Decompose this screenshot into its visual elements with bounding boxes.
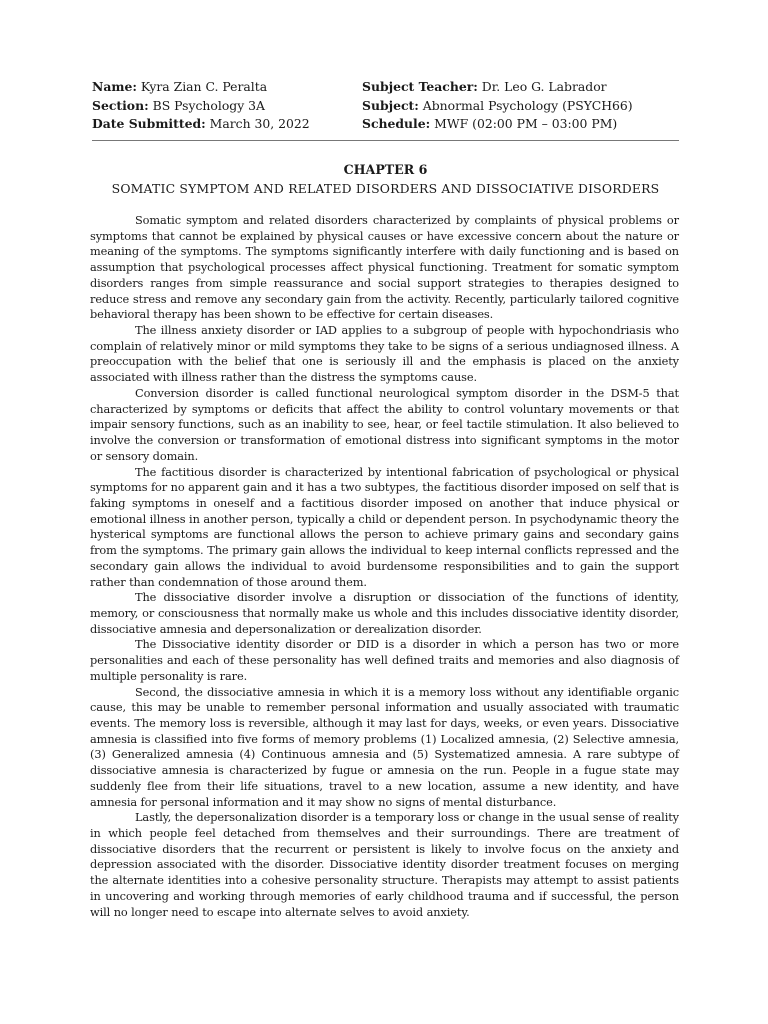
paragraph-dissociative: The dissociative disorder involve a disruption or dissociation of the functions of identity, memory, or consciousness that normally make us whole and this includes dissociative identity disorder, dissociative amnesia and depersonalization or derealization disorder. [90,590,679,636]
header-left-column [92,78,310,134]
section-row [92,97,310,116]
schedule-label: Schedule: [362,116,431,131]
subject-teacher-label: Subject Teacher: [362,79,478,94]
paragraph-illness-anxiety: The illness anxiety disorder or IAD applies to a subgroup of people with hypochondriasis who complain of relatively minor or mild symptoms they take to be signs of a serious undiagnosed illness. A preoccupation with the belief that one is seriously ill and the emphasis is placed on the anxiety associated with illness rather than the distress the symptoms cause. [90,323,679,385]
subject-row [362,97,633,116]
name-row [92,78,310,97]
subject-teacher-value: Dr. Leo G. Labrador [477,79,607,94]
section-label: Section: [92,97,149,113]
paragraph-factitious: The factitious disorder is characterized by intentional fabrication of psychological or physical symptoms for no apparent gain and it has a two subtypes, the factitious disorder imposed on self that is faking symptoms in oneself and a factitious disorder imposed on another that induce physical or emotional illness in another person, typically a child or dependent person. In psychodynamic theory the hysterical symptoms are functional allows the person to achieve primary gains and secondary gains from the symptoms. The primary gain allows the individual to keep internal conflicts repressed and the secondary gain allows the individual to avoid burdensome responsibilities and to gain the support rather than condemnation of those around them. [90,464,679,589]
paragraph-depersonalization: Lastly, the depersonalization disorder is a temporary loss or change in the usual sense of reality in which people feel detached from themselves and their surroundings. There are treatment of dissociative disorders that the recurrent or persistent is likely to involve focus on the anxiety and depression associated with the disorder. Dissociative identity disorder treatment focuses on merging the alternate identities into a cohesive personality structure. Therapists may attempt to assist patients in uncovering and working through memories of early childhood trauma and if successful, the person will no longer need to escape into alternate selves to avoid anxiety. [90,810,679,919]
chapter-heading: CHAPTER 6 [343,162,428,177]
chapter-title: SOMATIC SYMPTOM AND RELATED DISORDERS AND DISSOCIATIVE DISORDERS [111,181,660,196]
document-body [90,213,679,920]
header-divider [92,140,679,141]
paragraph-somatic-symptom: Somatic symptom and related disorders characterized by complaints of physical problems or symptoms that cannot be explained by physical causes or have excessive concern about the nature or meaning of the symptoms. The symptoms significantly interfere with daily functioning and is based on assumption that psychological processes affect physical functioning. Treatment for somatic symptom disorders ranges from simple reassurance and social support strategies to therapies designed to reduce stress and remove any secondary gain from the activity. Recently, particularly tailored cognitive behavioral therapy has been shown to be effective for certain diseases. [90,213,679,322]
date-submitted-row [92,115,310,134]
date-submitted-label: Date Submitted: [92,116,206,131]
paragraph-conversion: Conversion disorder is called functional neurological symptom disorder in the DSM-5 that characterized by symptoms or deficits that affect the ability to control voluntary movements or that impair sensory functions, such as an inability to see, hear, or feel tactile stimulation. It also believed to involve the conversion or transformation of emotional distress into significant symptoms in the motor or sensory domain. [90,385,679,463]
name-label: Name: [92,79,137,94]
paragraph-did: The Dissociative identity disorder or DID is a disorder in which a person has two or more personalities and each of these personality has well defined traits and memories and also diagnosis of multiple personality is rare. [90,637,679,683]
header-right-column [362,78,633,134]
schedule-row [362,115,633,134]
name-value: Kyra Zian C. Peralta [136,79,268,94]
paragraph-dissociative-amnesia: Second, the dissociative amnesia in which it is a memory loss without any identifiable organic cause, this may be unable to remember personal information and usually associated with traumatic events. The memory loss is reversible, although it may last for days, weeks, or even years. Dissociative amnesia is classified into five forms of memory problems (1) Localized amnesia, (2) Selective amnesia, (3) Generalized amnesia (4) Continuous amnesia and (5) Systematized amnesia. A rare subtype of dissociative amnesia is characterized by fugue or amnesia on the run. People in a fugue state may suddenly flee from their life situations, travel to a new location, assume a new identity, and have amnesia for personal information and it may show no signs of mental disturbance. [90,684,679,809]
subject-teacher-row [362,78,633,97]
section-value: BS Psychology 3A [148,97,265,113]
subject-label: Subject: [362,97,419,113]
subject-value: Abnormal Psychology (PSYCH66) [418,97,633,113]
schedule-value: MWF (02:00 PM – 03:00 PM) [430,116,618,131]
date-submitted-value: March 30, 2022 [205,116,310,131]
